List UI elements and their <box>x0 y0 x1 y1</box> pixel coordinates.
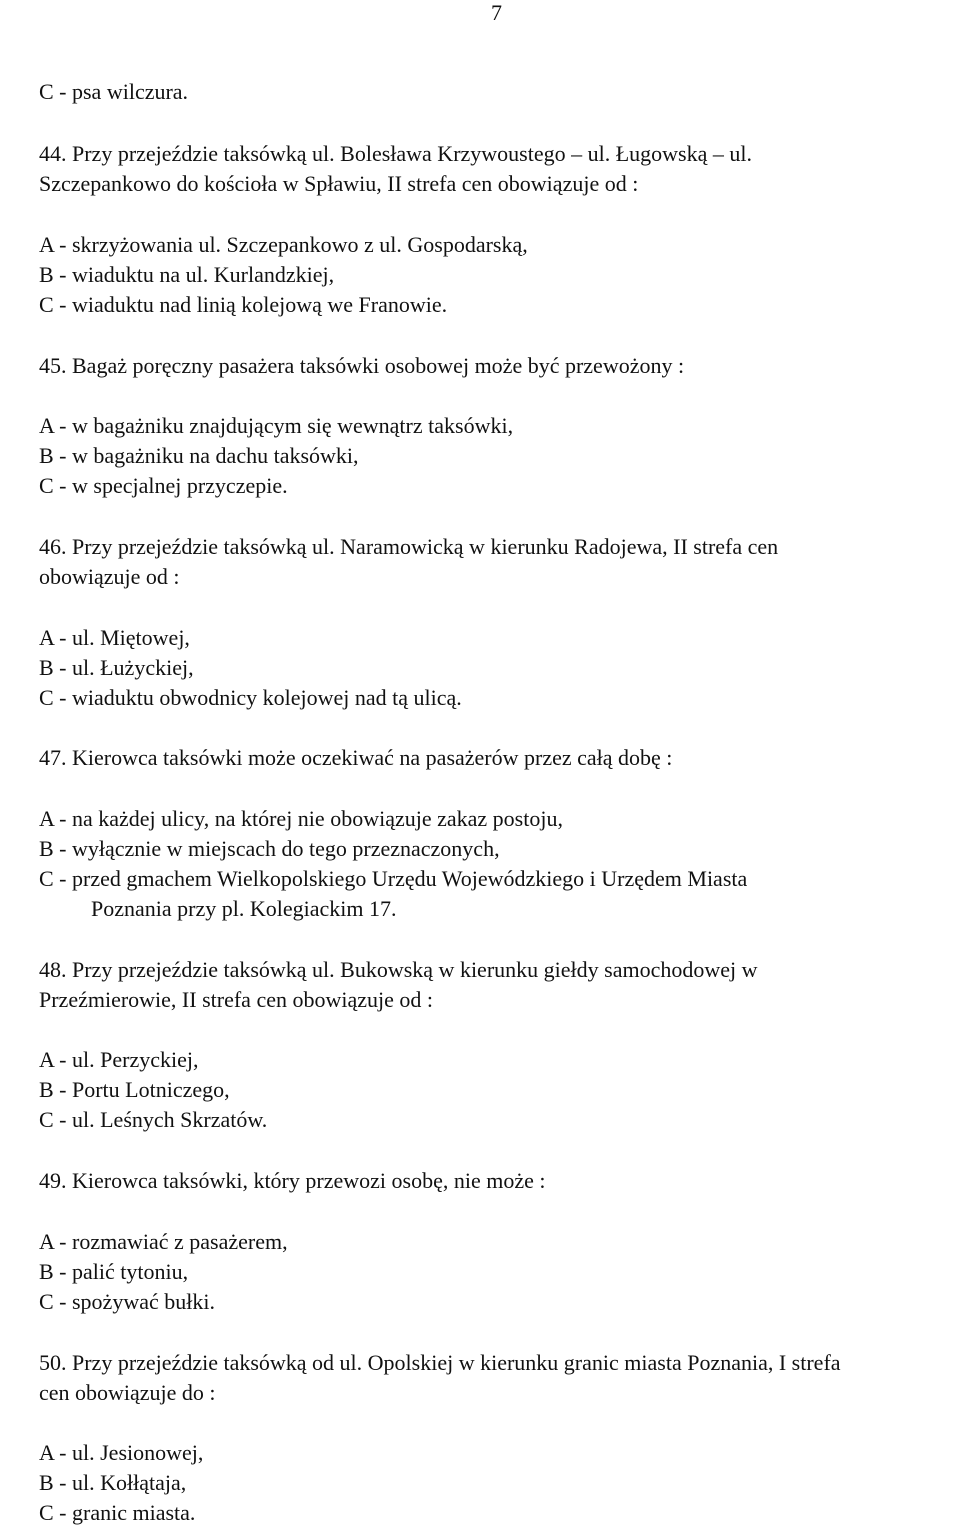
answer-line: A - ul. Jesionowej, <box>39 1440 204 1465</box>
question-line: 45. Bagaż poręczny pasażera taksówki osobowej może być przewożony : <box>39 353 685 378</box>
answer-line: C - wiaduktu obwodnicy kolejowej nad tą ulicą. <box>39 685 462 710</box>
answer-line: C - spożywać bułki. <box>39 1289 215 1314</box>
question-line: 48. Przy przejeździe taksówką ul. Bukowską w kierunku giełdy samochodowej w <box>39 957 758 982</box>
answer-line: B - w bagażniku na dachu taksówki, <box>39 443 359 468</box>
question-line: 46. Przy przejeździe taksówką ul. Naramowicką w kierunku Radojewa, II strefa cen <box>39 534 779 559</box>
answer-line: A - ul. Miętowej, <box>39 625 190 650</box>
answer-line: B - ul. Kołłątaja, <box>39 1470 187 1495</box>
answer-line: A - na każdej ulicy, na której nie obowiązuje zakaz postoju, <box>39 806 563 831</box>
question-line: 50. Przy przejeździe taksówką od ul. Opolskiej w kierunku granic miasta Poznania, I strefa <box>39 1350 841 1375</box>
question-line: 49. Kierowca taksówki, który przewozi osobę, nie może : <box>39 1168 546 1193</box>
answer-line: C - granic miasta. <box>39 1500 196 1525</box>
answer-line: B - wyłącznie w miejscach do tego przeznaczonych, <box>39 836 500 861</box>
answer-line: B - palić tytoniu, <box>39 1259 189 1284</box>
answer-line: C - ul. Leśnych Skrzatów. <box>39 1107 268 1132</box>
answer-line: A - skrzyżowania ul. Szczepankowo z ul. Gospodarską, <box>39 232 528 257</box>
question-line: obowiązuje od : <box>39 564 180 589</box>
answer-line: B - wiaduktu na ul. Kurlandzkiej, <box>39 262 335 287</box>
answer-line: Poznania przy pl. Kolegiackim 17. <box>91 896 397 921</box>
answer-line: C - przed gmachem Wielkopolskiego Urzędu Wojewódzkiego i Urzędem Miasta <box>39 866 748 891</box>
question-line: Szczepankowo do kościoła w Spławiu, II strefa cen obowiązuje od : <box>39 171 639 196</box>
answer-line: C - psa wilczura. <box>39 79 189 104</box>
answer-line: A - ul. Perzyckiej, <box>39 1047 199 1072</box>
answer-line: B - Portu Lotniczego, <box>39 1077 230 1102</box>
answer-line: A - rozmawiać z pasażerem, <box>39 1229 288 1254</box>
answer-line: B - ul. Łużyckiej, <box>39 655 194 680</box>
answer-line: C - wiaduktu nad linią kolejową we Franowie. <box>39 292 448 317</box>
page-number: 7 <box>491 0 502 25</box>
answer-line: A - w bagażniku znajdującym się wewnątrz taksówki, <box>39 413 514 438</box>
question-line: Przeźmierowie, II strefa cen obowiązuje od : <box>39 987 433 1012</box>
question-line: 47. Kierowca taksówki może oczekiwać na pasażerów przez całą dobę : <box>39 745 673 770</box>
answer-line: C - w specjalnej przyczepie. <box>39 473 288 498</box>
question-line: cen obowiązuje do : <box>39 1380 216 1405</box>
question-line: 44. Przy przejeździe taksówką ul. Bolesława Krzywoustego – ul. Ługowską – ul. <box>39 141 752 166</box>
